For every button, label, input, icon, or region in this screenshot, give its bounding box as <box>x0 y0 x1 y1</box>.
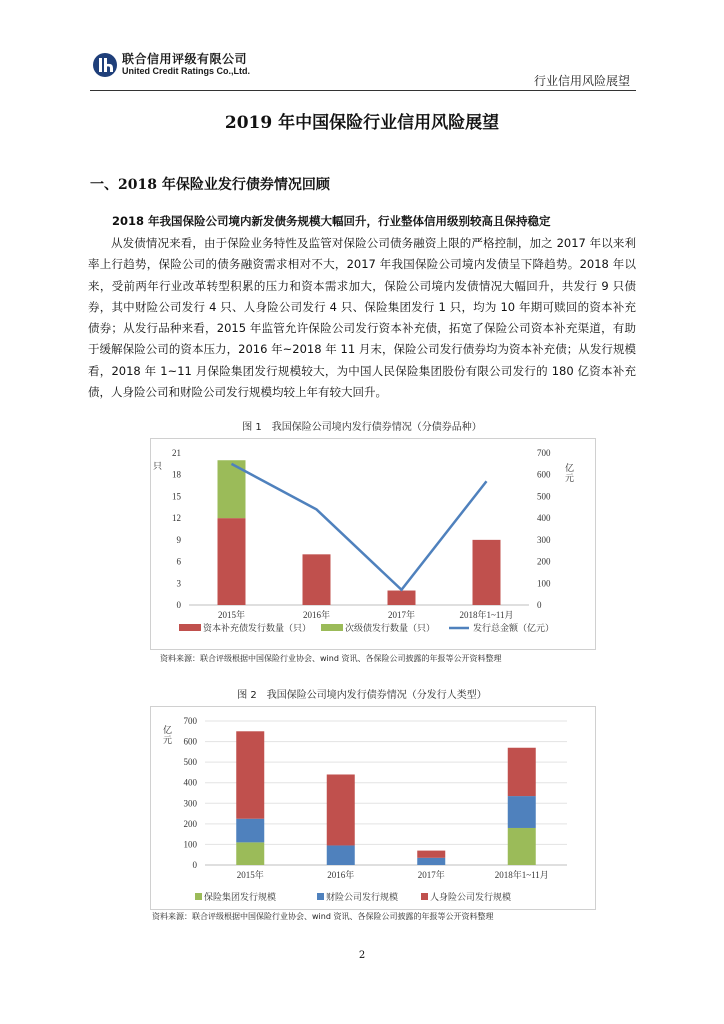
legend-entry: 次级债发行数量（只） <box>345 623 436 633</box>
y-tick-label: 100 <box>183 839 197 850</box>
bar-life-insurer-issuance <box>417 851 445 858</box>
company-logo <box>92 52 250 78</box>
section-title: 一、2018 年保险业发行债券情况回顾 <box>90 177 330 193</box>
x-tick-label: 2016年 <box>327 870 355 880</box>
body-paragraph: 从发债情况来看，由于保险业务特性及监管对保险公司债务融资上限的严格控制，加之 2017 年以来利率上行趋势，保险公司的债务融资需求相对不大，2017 年我国保险公司境内发债呈下降趋势。2018 年以来，受前两年行业改革转型积累的压力和资本需求加大，保险公司境内发债情况大幅回升，共发行 9 只债券，其中财险公司发行 4 只、人身险公司发行 4 只、保险集团发行 1 只，均为 10 年期可赎回的资本补充债券；从发行品种来看，2015 年监管允许保险公司发行资本补充债，拓宽了保险公司资本补充渠道，有助于缓解保险公司的资本压力，2016 年~2018 年 11 月末，保险公司发行债券均为资本补充债；从发行规模看，2018 年 1~11 月保险集团发行规模较大，为中国人民保险集团股份有限公司发行的 180 亿资本补充债，人身险公司和财险公司发行规模均较上年有较大回升。 <box>88 236 636 400</box>
y2-axis-label: 元 <box>565 473 575 483</box>
y-tick-label: 21 <box>172 448 181 458</box>
figure1-chart <box>151 439 595 649</box>
series-line-total-amount <box>232 464 487 590</box>
y-tick-label: 600 <box>183 736 197 747</box>
y-tick-label: 500 <box>183 757 197 768</box>
y-tick-label: 300 <box>183 798 197 809</box>
logo-english-name: United Credit Ratings Co.,Ltd. <box>122 66 250 76</box>
header-divider <box>90 90 636 91</box>
legend-swatch <box>317 893 324 900</box>
bar-pc-insurer-issuance <box>508 796 536 828</box>
legend-entry: 发行总金额（亿元） <box>473 623 555 633</box>
x-tick-label: 2016年 <box>302 610 331 620</box>
bar-pc-insurer-issuance <box>236 819 264 843</box>
figure2-chart <box>151 707 595 909</box>
y-tick-label: 0 <box>176 600 181 610</box>
y-tick-label: 15 <box>172 491 181 502</box>
legend-entry: 保险集团发行规模 <box>204 892 277 902</box>
x-tick-label: 2018年1~11月 <box>459 610 514 620</box>
y-tick-label: 12 <box>172 513 181 524</box>
bold-subheading: 2018 年我国保险公司境内新发债务规模大幅回升，行业整体信用级别较高且保持稳定 <box>112 214 551 228</box>
figure2-source: 资料来源：联合评级根据中国保险行业协会、wind 资讯、各保险公司披露的年报等公开资料整理 <box>152 912 494 921</box>
x-tick-label: 2015年 <box>217 610 246 620</box>
logo-chinese-name: 联合信用评级有限公司 <box>122 52 248 66</box>
y-tick-label: 400 <box>183 777 197 788</box>
figure2-caption: 图 2 我国保险公司境内发行债券情况（分发行人类型） <box>237 690 487 701</box>
figure1-caption: 图 1 我国保险公司境内发行债券情况（分债券品种） <box>242 422 482 433</box>
bar-life-insurer-issuance <box>236 731 264 818</box>
x-tick-label: 2018年1~11月 <box>494 870 549 880</box>
y-axis-label: 只 <box>153 461 163 471</box>
y2-tick-label: 400 <box>537 513 551 524</box>
page-number: 2 <box>358 950 366 961</box>
bar-life-insurer-issuance <box>327 774 355 845</box>
y2-tick-label: 200 <box>537 556 551 567</box>
bar-pc-insurer-issuance <box>327 845 355 865</box>
figure1-chart-frame <box>150 438 596 650</box>
y-axis-label: 元 <box>163 735 173 745</box>
bar-pc-insurer-issuance <box>417 858 445 865</box>
bar-capital-bond <box>218 518 246 605</box>
bar-capital-bond <box>473 540 501 605</box>
x-tick-label: 2017年 <box>387 610 416 620</box>
y-tick-label: 200 <box>183 818 197 829</box>
y-tick-label: 18 <box>172 469 181 480</box>
bar-group-issuance <box>236 842 264 865</box>
y-tick-label: 9 <box>176 534 181 545</box>
ucr-logo-icon <box>92 52 118 78</box>
y-tick-label: 0 <box>192 860 197 870</box>
legend-entry: 人身险公司发行规模 <box>430 892 512 902</box>
header-category-label: 行业信用风险展望 <box>534 74 631 88</box>
y-axis-label: 亿 <box>163 725 173 735</box>
y-tick-label: 700 <box>183 716 197 726</box>
y2-tick-label: 300 <box>537 534 551 545</box>
y2-axis-label: 亿 <box>565 463 575 473</box>
figure1-source: 资料来源：联合评级根据中国保险行业协会、wind 资讯、各保险公司披露的年报等公开资料整理 <box>160 654 502 663</box>
figure2-chart-frame <box>150 706 596 910</box>
x-tick-label: 2017年 <box>417 870 445 880</box>
bar-capital-bond <box>388 591 416 605</box>
y2-tick-label: 0 <box>537 600 542 610</box>
y2-tick-label: 600 <box>537 469 551 480</box>
bar-capital-bond <box>303 554 331 605</box>
legend-swatch <box>179 624 201 631</box>
page-title: 2019 年中国保险行业信用风险展望 <box>224 113 500 133</box>
bar-group-issuance <box>508 828 536 865</box>
legend-swatch <box>195 893 202 900</box>
legend-entry: 资本补充债发行数量（只） <box>203 623 312 633</box>
y2-tick-label: 100 <box>537 578 551 589</box>
legend-swatch <box>421 893 428 900</box>
y-tick-label: 3 <box>176 578 181 589</box>
bar-life-insurer-issuance <box>508 748 536 796</box>
legend-entry: 财险公司发行规模 <box>326 892 399 902</box>
y-tick-label: 6 <box>176 556 181 567</box>
legend-swatch <box>321 624 343 631</box>
y2-tick-label: 700 <box>537 448 551 458</box>
y2-tick-label: 500 <box>537 491 551 502</box>
x-tick-label: 2015年 <box>236 870 264 880</box>
